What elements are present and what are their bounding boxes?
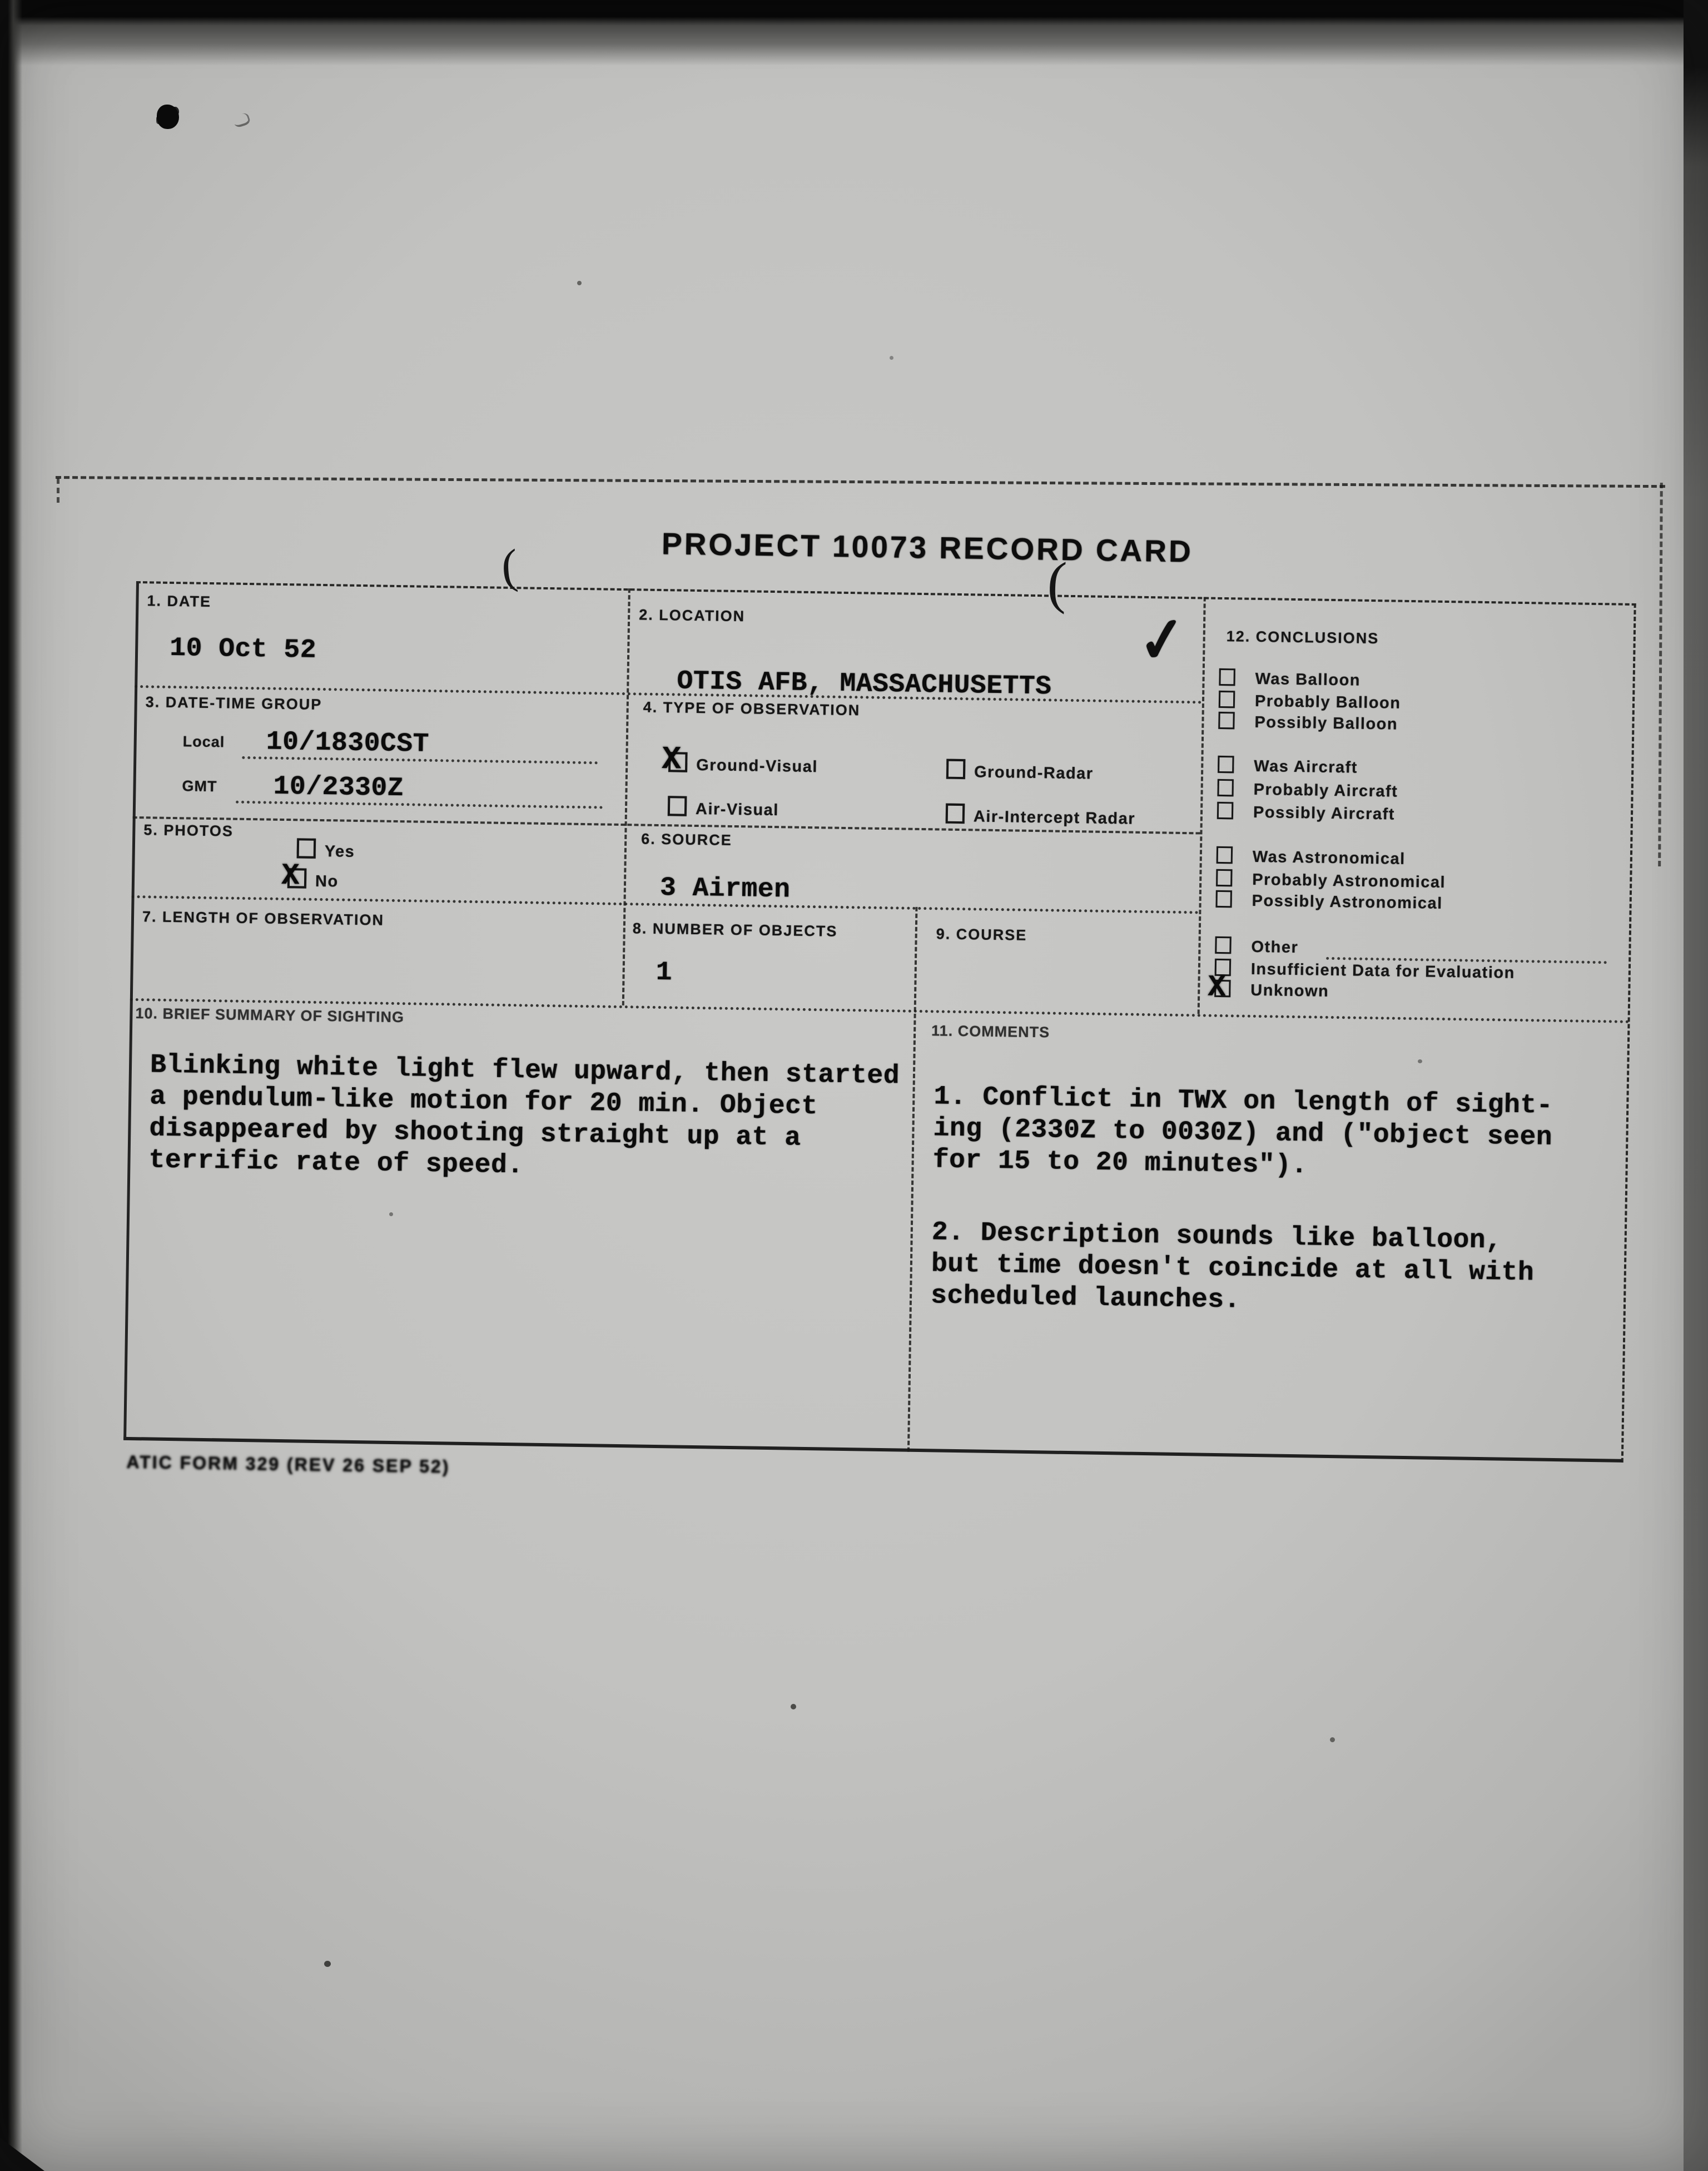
comment-paragraph-1: 1. Conflict in TWX on length of sight- ing (2330Z to 0030Z) and ("object seen for 15 to 20 minutes").: [932, 1082, 1553, 1181]
summary-text: Blinking white light flew upward, then started a pendulum-like motion for 20 min. Object disappeared by shooting straight up at a terrific rate of speed.: [148, 1050, 900, 1181]
checkbox-x-mark: X: [661, 742, 682, 779]
outer-dashed-border-right: [1658, 483, 1663, 866]
dtg-local-underline: [242, 732, 598, 764]
summary-field-label: 10. BRIEF SUMMARY OF SIGHTING: [135, 1005, 405, 1026]
checkbox-label: Probably Balloon: [1254, 692, 1401, 712]
location-field-label: 2. LOCATION: [638, 606, 746, 625]
comment-paragraph-2: 2. Description sounds like balloon, but time doesn't coincide at all with scheduled launches.: [930, 1217, 1535, 1316]
dtg-gmt-label: GMT: [182, 777, 217, 795]
speck: [791, 1704, 796, 1709]
conclusions-field-label: 12. CONCLUSIONS: [1226, 628, 1379, 647]
outer-dashed-border-left: [57, 478, 59, 503]
location-field-value: OTIS AFB, MASSACHUSETTS: [677, 666, 1052, 702]
checkbox-label: Insufficient Data for Evaluation: [1250, 960, 1516, 982]
checkbox-label: Ground-Visual: [696, 756, 818, 776]
speck: [324, 1961, 331, 1967]
checkbox-label: Possibly Astronomical: [1252, 891, 1443, 913]
checkbox-box: [946, 759, 966, 780]
checkbox-x-mark: X: [1207, 970, 1227, 1005]
scan-edge-top: [0, 0, 1708, 66]
source-field-label: 6. SOURCE: [641, 830, 732, 849]
checkbox-box: [1219, 691, 1235, 708]
dtg-local-value: 10/1830CST: [266, 727, 430, 760]
checkbox-label: Was Astronomical: [1252, 847, 1406, 868]
checkbox-photos-yes[interactable]: [297, 838, 355, 861]
scan-edge-left: [0, 0, 22, 2171]
checkbox-box: [1219, 668, 1235, 686]
checkbox-label: No: [315, 872, 339, 891]
num-objects-label: 8. NUMBER OF OBJECTS: [632, 920, 838, 940]
handwritten-paren-mark: (: [1046, 550, 1068, 615]
checkbox-box: [1218, 756, 1234, 773]
checkbox-box: [1218, 712, 1234, 729]
record-card: [123, 581, 1636, 1477]
checkbox-label: Air-Intercept Radar: [973, 807, 1136, 828]
checkbox-label: Yes: [324, 842, 355, 861]
dtg-local-label: Local: [182, 733, 225, 751]
date-field-label: 1. DATE: [147, 592, 212, 611]
outer-dashed-border-top: [56, 476, 1665, 488]
scan-corner-bottom-left: [0, 2138, 44, 2171]
checkbox-label: Possibly Balloon: [1254, 713, 1398, 733]
checkbox-air-intercept-radar[interactable]: [946, 804, 1136, 829]
scan-edge-right: [1684, 0, 1708, 2171]
checkbox-label: Other: [1251, 938, 1299, 957]
checkbox-label: Was Aircraft: [1254, 757, 1358, 777]
checkbox-ground-radar[interactable]: [946, 759, 1094, 784]
length-obs-label: 7. LENGTH OF OBSERVATION: [142, 908, 385, 929]
checkbox-photos-no[interactable]: [281, 859, 339, 894]
num-objects-value: 1: [656, 957, 673, 988]
checkbox-air-visual[interactable]: [668, 796, 779, 820]
checkbox-box: [1217, 802, 1233, 819]
checkbox-label: Probably Aircraft: [1253, 780, 1398, 801]
checkbox-label: Probably Astronomical: [1252, 870, 1446, 891]
checkbox-box: [1216, 890, 1232, 908]
dtg-gmt-value: 10/2330Z: [273, 771, 404, 804]
handwritten-paren-mark: (: [499, 539, 519, 593]
checkbox-box: [1215, 936, 1231, 954]
checkbox-ground-visual[interactable]: [661, 742, 818, 779]
checkbox-box: [668, 796, 687, 816]
other-underline: [1326, 933, 1607, 964]
checkbox-box: [1217, 779, 1233, 796]
checkbox-box: [281, 859, 307, 894]
photos-field-label: 5. PHOTOS: [143, 821, 234, 840]
date-time-group-label: 3. DATE-TIME GROUP: [145, 693, 322, 713]
checkbox-box: [297, 838, 316, 859]
obs-type-label: 4. TYPE OF OBSERVATION: [643, 698, 861, 719]
source-field-value: 3 Airmen: [659, 873, 791, 905]
checkbox-x-mark: X: [281, 859, 300, 894]
checkbox-label: Ground-Radar: [974, 763, 1094, 783]
checkbox-label: Possibly Aircraft: [1253, 803, 1396, 824]
course-field-label: 9. COURSE: [936, 925, 1027, 944]
checkbox-box: [661, 742, 688, 779]
checkbox-label: Air-Visual: [695, 800, 779, 820]
checkbox-label: Unknown: [1250, 981, 1329, 1000]
checkbox-box: [946, 804, 965, 824]
ink-blot: [157, 105, 179, 129]
page-title: PROJECT 10073 RECORD CARD: [661, 526, 1194, 569]
speck: [1330, 1737, 1335, 1742]
date-field-value: 10 Oct 52: [169, 633, 317, 666]
dtg-gmt-underline: [236, 776, 603, 809]
speck: [577, 281, 582, 285]
checkbox-box: [1217, 846, 1233, 864]
checkbox-box: [1216, 869, 1232, 886]
handwritten-checkmark: ✓: [1135, 603, 1190, 677]
checkbox-box: [1207, 970, 1230, 1005]
form-number-footer: ATIC FORM 329 (REV 26 SEP 52): [126, 1451, 450, 1477]
checkbox-label: Was Balloon: [1255, 670, 1361, 690]
ink-squiggle: [232, 112, 251, 128]
speck: [890, 356, 893, 360]
comments-field-label: 11. COMMENTS: [931, 1022, 1050, 1041]
